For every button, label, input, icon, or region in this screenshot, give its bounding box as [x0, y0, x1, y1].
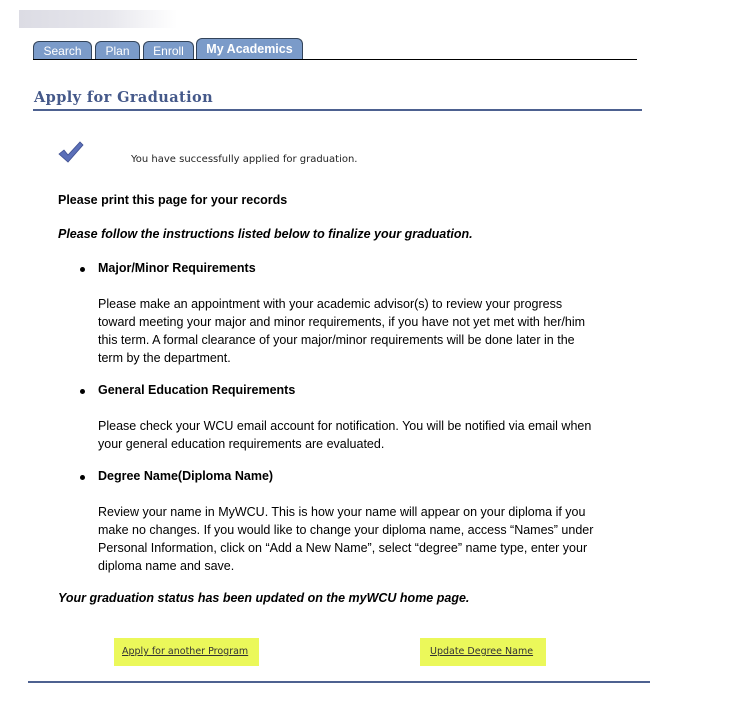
requirement-gen-ed: [80, 383, 620, 453]
tab-my-academics[interactable]: [196, 38, 303, 59]
update-degree-name-container: [420, 638, 546, 666]
tabs-divider: [33, 59, 637, 60]
requirement-body: Please check your WCU email account for notification. You will be notified via email when your general education requirements are evaluated.: [98, 419, 592, 451]
blurred-header: [19, 10, 177, 28]
tab-enroll-label: Enroll: [153, 44, 184, 58]
title-divider: [33, 109, 642, 111]
status-note: Your graduation status has been updated on the myWCU home page.: [58, 591, 470, 605]
requirement-heading: [80, 383, 620, 397]
requirement-degree-name: [80, 469, 620, 575]
bullet-icon: [80, 475, 85, 480]
success-message: You have successfully applied for graduation.: [131, 154, 358, 165]
tab-search[interactable]: [33, 41, 92, 59]
requirement-heading-text: Major/Minor Requirements: [98, 261, 256, 275]
update-degree-name-link[interactable]: Update Degree Name: [430, 646, 534, 657]
page-title: Apply for Graduation: [34, 89, 214, 106]
requirement-body: Review your name in MyWCU. This is how your name will appear on your diploma if you make no changes. If you would like to change your diploma name, access “Names” under Personal Information, click on “Add a New Name”, select “degree” name type, enter your diploma name and save.: [98, 505, 594, 573]
bullet-icon: [80, 267, 85, 272]
tab-my-academics-label: My Academics: [206, 42, 293, 56]
bottom-divider: [28, 681, 650, 683]
checkmark-icon: [58, 141, 84, 163]
requirement-heading: [80, 261, 620, 275]
requirement-body: Please make an appointment with your academic advisor(s) to review your progress toward meeting your major and minor requirements, if you have not yet met with her/him this term. A formal clearance of your major/minor requirements will be done later in the term by the department.: [98, 297, 586, 365]
follow-note: Please follow the instructions listed below to finalize your graduation.: [58, 227, 473, 241]
print-note: Please print this page for your records: [58, 193, 288, 207]
tab-plan[interactable]: [95, 41, 140, 59]
bullet-icon: [80, 389, 85, 394]
tab-enroll[interactable]: [143, 41, 194, 59]
apply-another-program-container: [114, 638, 259, 666]
requirement-heading: [80, 469, 620, 483]
requirement-heading-text: General Education Requirements: [98, 383, 296, 397]
requirement-heading-text: Degree Name(Diploma Name): [98, 469, 274, 483]
apply-another-program-link[interactable]: Apply for another Program: [122, 646, 249, 657]
requirement-major-minor: [80, 261, 620, 367]
tab-plan-label: Plan: [105, 44, 130, 58]
tab-search-label: Search: [43, 44, 82, 58]
